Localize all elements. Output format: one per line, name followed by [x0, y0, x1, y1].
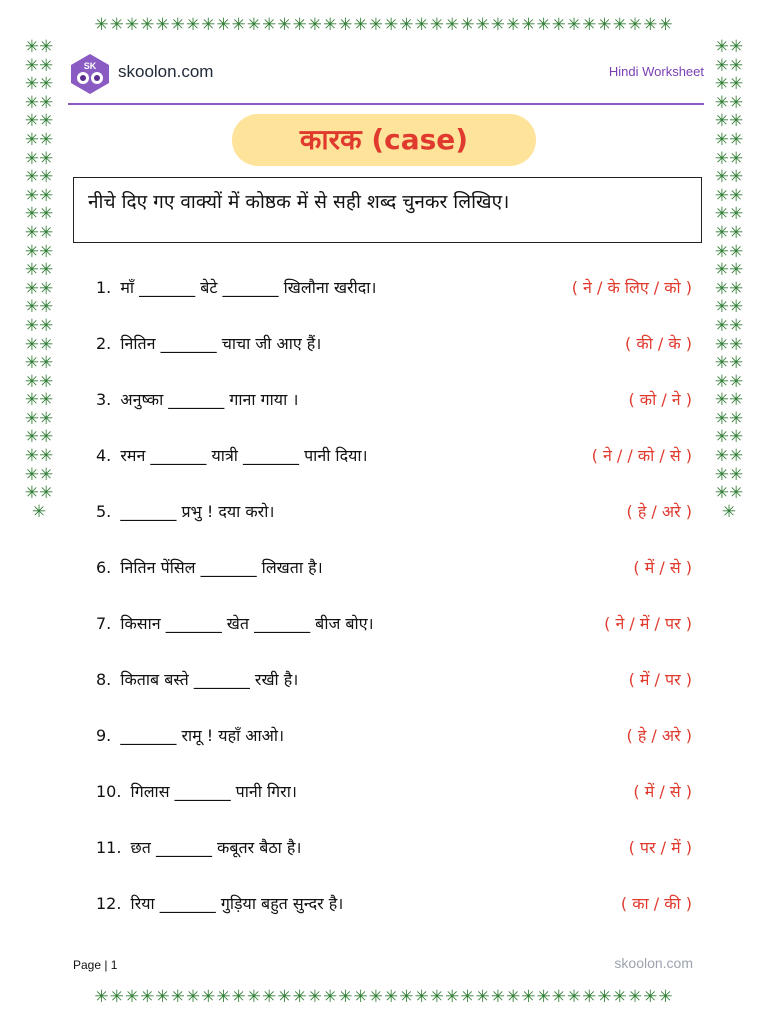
question-number: 6. [96, 558, 112, 577]
page-header [68, 50, 704, 100]
question-row [96, 497, 700, 527]
question-text: नितिन _______ चाचा जी आए हैं। [120, 334, 322, 353]
worksheet-label: Hindi Worksheet [608, 64, 704, 79]
question-row [96, 553, 700, 583]
instruction-box [73, 177, 702, 243]
answer-options: ( में / से ) [633, 782, 692, 801]
svg-text:SK: SK [83, 61, 97, 71]
question-number: 3. [96, 390, 112, 409]
header-divider [68, 103, 704, 105]
answer-options: ( ने / के लिए / को ) [571, 278, 692, 297]
answer-options: ( को / ने ) [628, 390, 692, 409]
answer-options: ( पर / में ) [628, 838, 692, 857]
answer-options: ( ने / / को / से ) [591, 446, 692, 465]
question-row [96, 385, 700, 415]
question-text: रिया _______ गुड़िया बहुत सुन्दर है। [130, 894, 344, 913]
page-number: Page | 1 [73, 958, 118, 972]
question-number: 2. [96, 334, 112, 353]
skoolon-logo-icon [68, 52, 112, 96]
answer-options: ( का / की ) [620, 894, 692, 913]
question-number: 12. [96, 894, 122, 913]
answer-options: ( में / से ) [633, 558, 692, 577]
question-row [96, 273, 700, 303]
question-number: 9. [96, 726, 112, 745]
question-row [96, 721, 700, 751]
question-number: 4. [96, 446, 112, 465]
border-left: ✳✳✳✳✳✳✳✳✳✳✳✳✳✳✳✳✳✳✳✳✳✳✳✳✳✳✳✳✳✳✳✳✳✳✳✳✳✳✳✳✳✳✳✳✳✳✳✳✳✳✳ [24, 38, 54, 522]
question-row [96, 889, 700, 919]
logo-text: skoolon.com [118, 62, 214, 81]
question-row [96, 329, 700, 359]
question-text: नितिन पेंसिल _______ लिखता है। [120, 558, 323, 577]
question-row [96, 665, 700, 695]
page-title: कारक (case) [232, 114, 536, 166]
question-number: 7. [96, 614, 112, 633]
question-row [96, 609, 700, 639]
answer-options: ( हे / अरे ) [626, 502, 692, 521]
question-number: 11. [96, 838, 122, 857]
question-number: 8. [96, 670, 112, 689]
question-row [96, 777, 700, 807]
question-number: 1. [96, 278, 112, 297]
answer-options: ( में / पर ) [628, 670, 692, 689]
border-bottom: ✳✳✳✳✳✳✳✳✳✳✳✳✳✳✳✳✳✳✳✳✳✳✳✳✳✳✳✳✳✳✳✳✳✳✳✳✳✳ [94, 987, 674, 1007]
instruction-text: नीचे दिए गए वाक्यों में कोष्ठक में से सही शब्द चुनकर लिखिए। [88, 191, 510, 213]
question-text: रमन _______ यात्री _______ पानी दिया। [120, 446, 368, 465]
question-number: 5. [96, 502, 112, 521]
footer-site: skoolon.com [614, 955, 693, 971]
question-text: अनुष्का _______ गाना गाया । [120, 390, 299, 409]
question-row [96, 833, 700, 863]
border-right: ✳✳✳✳✳✳✳✳✳✳✳✳✳✳✳✳✳✳✳✳✳✳✳✳✳✳✳✳✳✳✳✳✳✳✳✳✳✳✳✳✳✳✳✳✳✳✳✳✳✳✳ [714, 38, 744, 522]
question-text: गिलास _______ पानी गिरा। [130, 782, 297, 801]
question-text: किसान _______ खेत _______ बीज बोए। [120, 614, 374, 633]
border-top: ✳✳✳✳✳✳✳✳✳✳✳✳✳✳✳✳✳✳✳✳✳✳✳✳✳✳✳✳✳✳✳✳✳✳✳✳✳✳ [94, 15, 674, 35]
answer-options: ( की / के ) [625, 334, 692, 353]
question-text: किताब बस्ते _______ रखी है। [120, 670, 299, 689]
answer-options: ( हे / अरे ) [626, 726, 692, 745]
question-row [96, 441, 700, 471]
question-text: छत _______ कबूतर बैठा है। [130, 838, 302, 857]
question-text: माँ _______ बेटे _______ खिलौना खरीदा। [120, 278, 377, 297]
question-text: _______ रामू ! यहाँ आओ। [120, 726, 285, 745]
question-number: 10. [96, 782, 122, 801]
question-text: _______ प्रभु ! दया करो। [120, 502, 275, 521]
answer-options: ( ने / में / पर ) [604, 614, 692, 633]
